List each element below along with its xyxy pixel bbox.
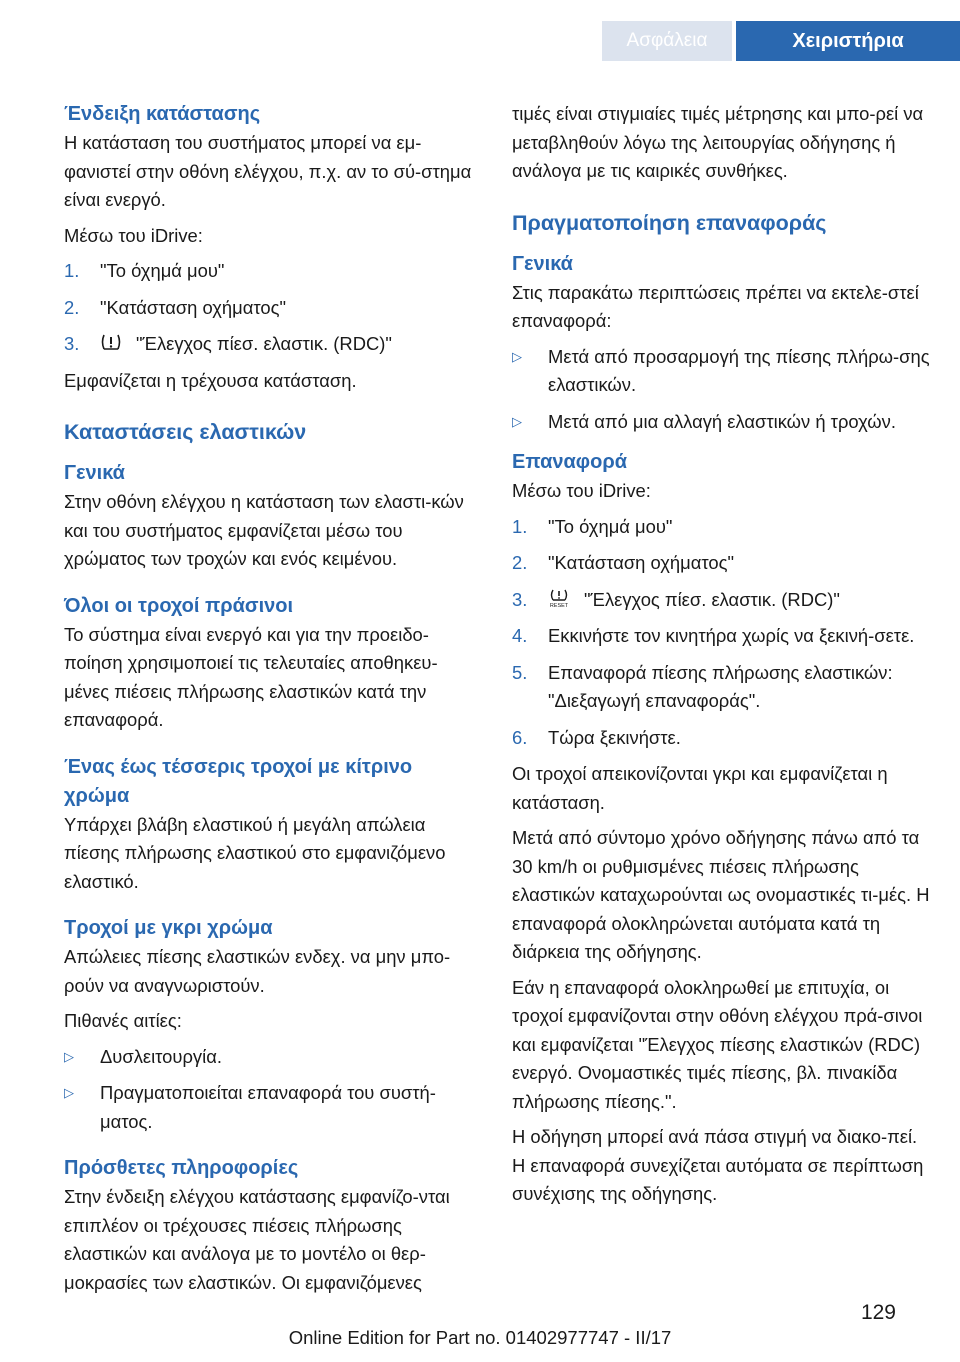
list-item (512, 586, 932, 615)
chapter-tab: Χειριστήρια (736, 21, 960, 61)
list-item-text: Εκκινήστε τον κινητήρα χωρίς να ξεκινή‐σετε. (548, 625, 915, 646)
triangle-bullet-icon: ▷ (64, 1085, 74, 1100)
paragraph: Οι τροχοί απεικονίζονται γκρι και εμφανίζεται η κατάσταση. (512, 763, 888, 813)
list-item-text: Πραγματοποιείται επαναφορά του συστή‐ματος. (100, 1082, 436, 1132)
heading-status-display: Ένδειξη κατάστασης (64, 103, 261, 125)
heading-reset: Επαναφορά (512, 451, 627, 473)
list-number: 2. (64, 296, 80, 318)
list-number: 3. (64, 333, 80, 354)
list-item-text: "Το όχημά μου" (100, 260, 225, 281)
list-item (64, 257, 480, 286)
list-item-text: Μετά από προσαρμογή της πίεσης πλήρω‐σης ελαστικών. (548, 345, 930, 395)
list-item (512, 622, 932, 651)
triangle-bullet-icon: ▷ (512, 348, 522, 364)
paragraph: Απώλειες πίεσης ελαστικών ενδεχ. να μην μπο‐ρούν να αναγνωριστούν. (64, 946, 451, 996)
paragraph: Μετά από σύντομο χρόνο οδήγησης πάνω από τα 30 km/h οι ρυθμισμένες πιέσεις πλήρωσης ελαστικών καταχωρούνται ως ονομαστικές τι‐μές. Η επαναφορά ολοκληρώνεται αυτόματα κατά τη διάρκεια της οδήγησης. (512, 827, 930, 962)
list-item (512, 408, 932, 437)
paragraph: Στις παρακάτω περιπτώσεις πρέπει να εκτελε‐στεί επαναφορά: (512, 281, 919, 331)
paragraph: Πιθανές αιτίες: (64, 1010, 182, 1031)
list-number: 5. (512, 661, 528, 683)
right-column (512, 100, 932, 1216)
paragraph: Μέσω του iDrive: (64, 224, 203, 246)
bullet-list (64, 1043, 480, 1137)
list-item (512, 659, 932, 716)
heading-additional-info: Πρόσθετες πληροφορίες (64, 1157, 299, 1179)
heading-grey-wheels: Τροχοί με γκρι χρώμα (64, 917, 273, 939)
reset-icon-label: RESET (549, 602, 569, 608)
bullet-list (512, 343, 932, 437)
paragraph: Το σύστημα είναι ενεργό και για την προειδο‐ποίηση χρησιμοποιεί τις τελευταίες αποθηκευ‐μένες πιέσεις πλήρωσης ελαστικών κατά την επαναφορά. (64, 623, 438, 730)
heading-all-green: Όλοι οι τροχοί πράσινοι (64, 594, 294, 617)
paragraph: Στην ένδειξη ελέγχου κατάστασης εμφανίζο‐νται επιπλέον οι τρέχουσες πιέσεις πλήρωσης ελαστικών και ανάλογα με το μοντέλο οι θερ‐μοκρασίες των ελαστικών. Οι εμφανιζόμενες (64, 1186, 450, 1293)
paragraph: τιμές είναι στιγμιαίες τιμές μέτρησης και μπο‐ρεί να μεταβληθούν λόγω της λειτουργίας οδήγησης ή ανάλογα με τις καιρικές συνθήκες. (512, 103, 924, 181)
list-item (64, 330, 480, 359)
paragraph: Η κατάσταση του συστήματος μπορεί να εμ‐φανιστεί στην οθόνη ελέγχου, π.χ. αν το σύ‐στημα είναι ενεργό. (64, 132, 472, 210)
list-item-text: "Κατάσταση οχήματος" (100, 296, 286, 318)
page-number: 129 (860, 1301, 896, 1324)
list-item (512, 724, 932, 753)
list-number: 6. (512, 726, 528, 748)
list-item-text: Μετά από μια αλλαγή ελαστικών ή τροχών. (548, 410, 896, 432)
section-tab: Ασφάλεια (602, 21, 732, 61)
list-item-text: "Έλεγχος πίεσ. ελαστικ. (RDC)" (584, 588, 840, 610)
numbered-list (64, 257, 480, 359)
list-item-text: Δυσλειτουργία. (100, 1045, 222, 1067)
numbered-list (512, 513, 932, 753)
list-item-text: "Έλεγχος πίεσ. ελαστικ. (RDC)" (136, 333, 392, 354)
heading-tire-states: Καταστάσεις ελαστικών (64, 420, 307, 444)
list-item (512, 513, 932, 542)
heading-perform-reset: Πραγματοποίηση επαναφοράς (512, 210, 827, 235)
paragraph: Εάν η επαναφορά ολοκληρωθεί με επιτυχία, οι τροχοί εμφανίζονται στην οθόνη ελέγχου πρά‐σινοι και εμφανίζεται "Έλεγχος πίεσης ελαστικών (RDC) ενεργό. Ονομαστικές τιμές πίεσης, βλ. πινακίδα πλήρωσης πίεσης.". (512, 976, 923, 1112)
tire-pressure-icon (100, 332, 122, 352)
list-number: 4. (512, 625, 528, 646)
paragraph: Η οδήγηση μπορεί ανά πάσα στιγμή να διακο‐πεί. Η επαναφορά συνεχίζεται αυτόματα σε περίπτωση συνέχισης της οδήγησης. (512, 1126, 924, 1204)
edition-footer: Online Edition for Part no. 01402977747 - II/17 (288, 1327, 672, 1348)
page-header (602, 21, 960, 61)
left-column (64, 100, 480, 1304)
list-number: 3. (512, 588, 528, 610)
list-number: 1. (64, 260, 80, 281)
list-item (512, 343, 932, 400)
list-item (64, 1043, 480, 1072)
heading-yellow-wheels: Ένας έως τέσσερις τροχοί με κίτρινο χρώμα (64, 755, 413, 807)
list-item-text: "Το όχημά μου" (548, 515, 673, 537)
triangle-bullet-icon: ▷ (64, 1048, 74, 1064)
list-item-text: Τώρα ξεκινήστε. (548, 726, 681, 748)
heading-general: Γενικά (64, 462, 125, 484)
paragraph: Μέσω του iDrive: (512, 480, 651, 501)
list-item (64, 294, 480, 323)
list-item-text: Επαναφορά πίεσης πλήρωσης ελαστικών: "Διεξαγωγή επαναφοράς". (548, 661, 893, 711)
tire-pressure-reset-icon (548, 588, 570, 608)
list-number: 2. (512, 552, 528, 573)
list-item (512, 549, 932, 578)
paragraph: Εμφανίζεται η τρέχουσα κατάσταση. (64, 369, 357, 391)
list-number: 1. (512, 515, 528, 537)
paragraph: Υπάρχει βλάβη ελαστικού ή μεγάλη απώλεια πίεσης πλήρωσης ελαστικού στο εμφανιζόμενο ελαστικό. (64, 813, 446, 892)
triangle-bullet-icon: ▷ (512, 413, 522, 429)
list-item-text: "Κατάσταση οχήματος" (548, 552, 734, 573)
paragraph: Στην οθόνη ελέγχου η κατάσταση των ελαστι‐κών και του συστήματος εμφανίζεται μέσω του χρώματος των τροχών και ενός κειμένου. (64, 491, 464, 569)
list-item (64, 1079, 480, 1136)
heading-general: Γενικά (512, 252, 573, 275)
